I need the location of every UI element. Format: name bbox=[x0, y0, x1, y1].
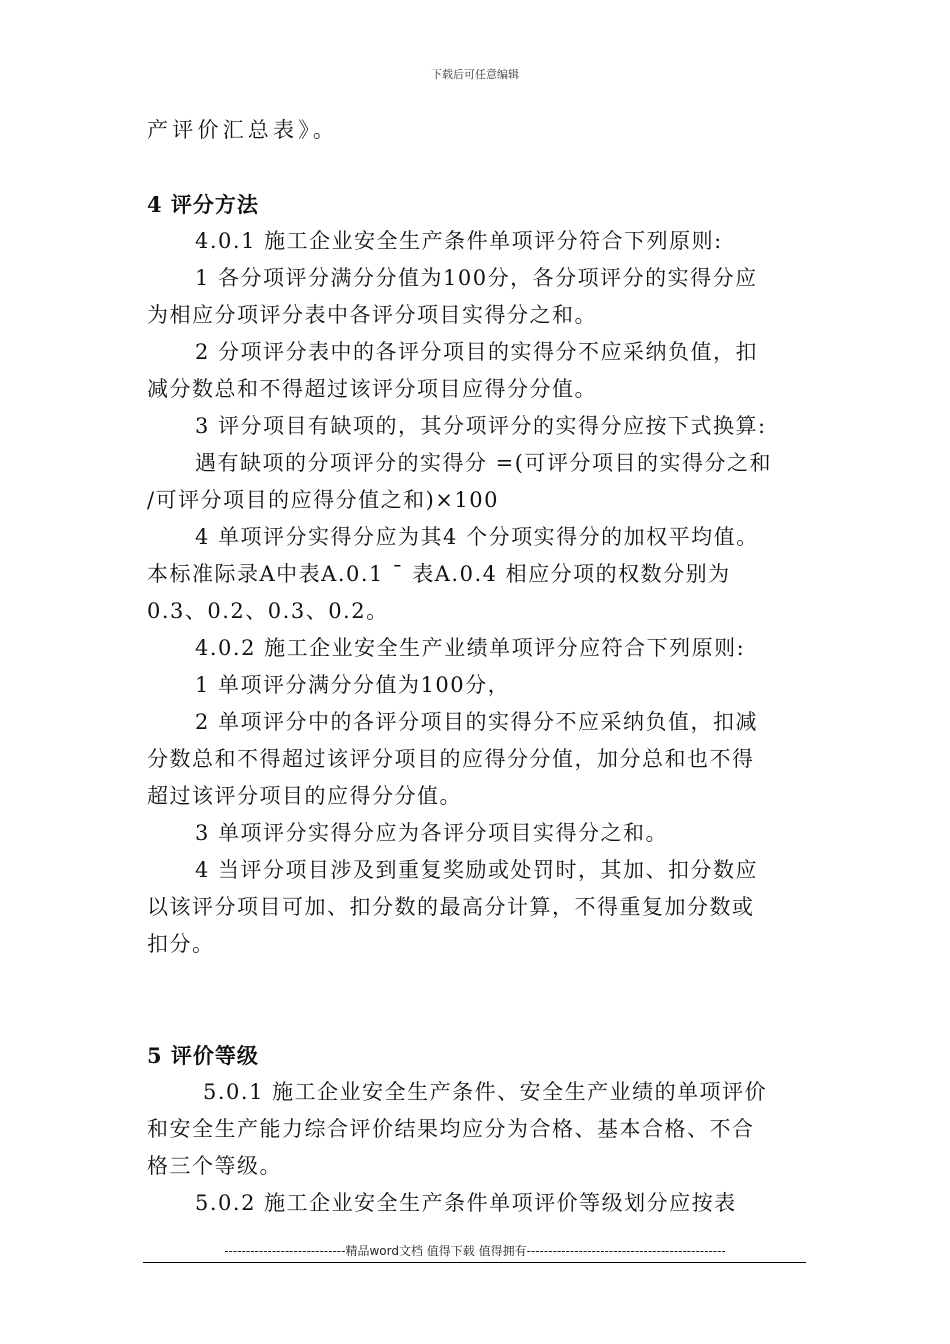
footer-divider bbox=[143, 1262, 806, 1263]
paragraph-line: 格三个等级。 bbox=[147, 1154, 282, 1178]
formula-line: 遇有缺项的分项评分的实得分 =(可评分项目的实得分之和 bbox=[195, 451, 772, 475]
paragraph-line: 2 分项评分表中的各评分项目的实得分不应采纳负值，扣 bbox=[195, 340, 759, 364]
formula-line: /可评分项目的应得分值之和)×100 bbox=[147, 488, 499, 512]
paragraph-line: 0.3、0.2、0.3、0.2。 bbox=[147, 599, 389, 623]
document-body bbox=[147, 112, 812, 1222]
paragraph-line: 2 单项评分中的各评分项目的实得分不应采纳负值，扣减 bbox=[195, 710, 759, 734]
paragraph-line: 4 当评分项目涉及到重复奖励或处罚时，其加、扣分数应 bbox=[195, 858, 759, 882]
paragraph-line: 3 单项评分实得分应为各评分项目实得分之和。 bbox=[195, 821, 669, 845]
page-footer: ----------------------------精品word文档 值得下载 值得拥有---------------------------------------------- bbox=[224, 1244, 726, 1258]
paragraph-line: 1 单项评分满分分值为100分， bbox=[195, 673, 511, 697]
clause-4-0-1: 4.0.1 施工企业安全生产条件单项评分符合下列原则: bbox=[195, 229, 723, 253]
page-header: 下载后可任意编辑 bbox=[431, 68, 519, 81]
paragraph-line: 扣分。 bbox=[147, 932, 215, 956]
paragraph-line: 4 单项评分实得分应为其4 个分项实得分的加权平均值。 bbox=[195, 525, 759, 549]
paragraph-line: 为相应分项评分表中各评分项目实得分之和。 bbox=[147, 303, 597, 327]
paragraph-line: 3 评分项目有缺项的，其分项评分的实得分应按下式换算: bbox=[195, 414, 767, 438]
blank-line bbox=[147, 1000, 812, 1037]
section-heading-5: 5 评价等级 bbox=[147, 1043, 259, 1068]
paragraph-line: 1 各分项评分满分分值为100分，各分项评分的实得分应 bbox=[195, 266, 758, 290]
clause-4-0-2: 4.0.2 施工企业安全生产业绩单项评分应符合下列原则: bbox=[195, 636, 746, 660]
paragraph-line: 超过该评分项目的应得分分值。 bbox=[147, 784, 462, 808]
section-heading-4: 4 评分方法 bbox=[147, 192, 259, 217]
paragraph-line: 和安全生产能力综合评价结果均应分为合格、基本合格、不合 bbox=[147, 1117, 755, 1141]
clause-5-0-2: 5.0.2 施工企业安全生产条件单项评价等级划分应按表 bbox=[195, 1191, 737, 1215]
paragraph-line: 减分数总和不得超过该评分项目应得分分值。 bbox=[147, 377, 597, 401]
paragraph-line: 以该评分项目可加、扣分数的最高分计算，不得重复加分数或 bbox=[147, 895, 755, 919]
paragraph-line: 分数总和不得超过该评分项目的应得分分值，加分总和也不得 bbox=[147, 747, 755, 771]
paragraph-line: 本标准际录A中表A.0.1 ¯ 表A.0.4 相应分项的权数分别为 bbox=[147, 562, 731, 586]
clause-5-0-1: 5.0.1 施工企业安全生产条件、安全生产业绩的单项评价 bbox=[203, 1080, 768, 1104]
blank-line bbox=[147, 963, 812, 1000]
paragraph-line: 产评价汇总表》。 bbox=[147, 118, 339, 142]
blank-line bbox=[147, 149, 812, 186]
